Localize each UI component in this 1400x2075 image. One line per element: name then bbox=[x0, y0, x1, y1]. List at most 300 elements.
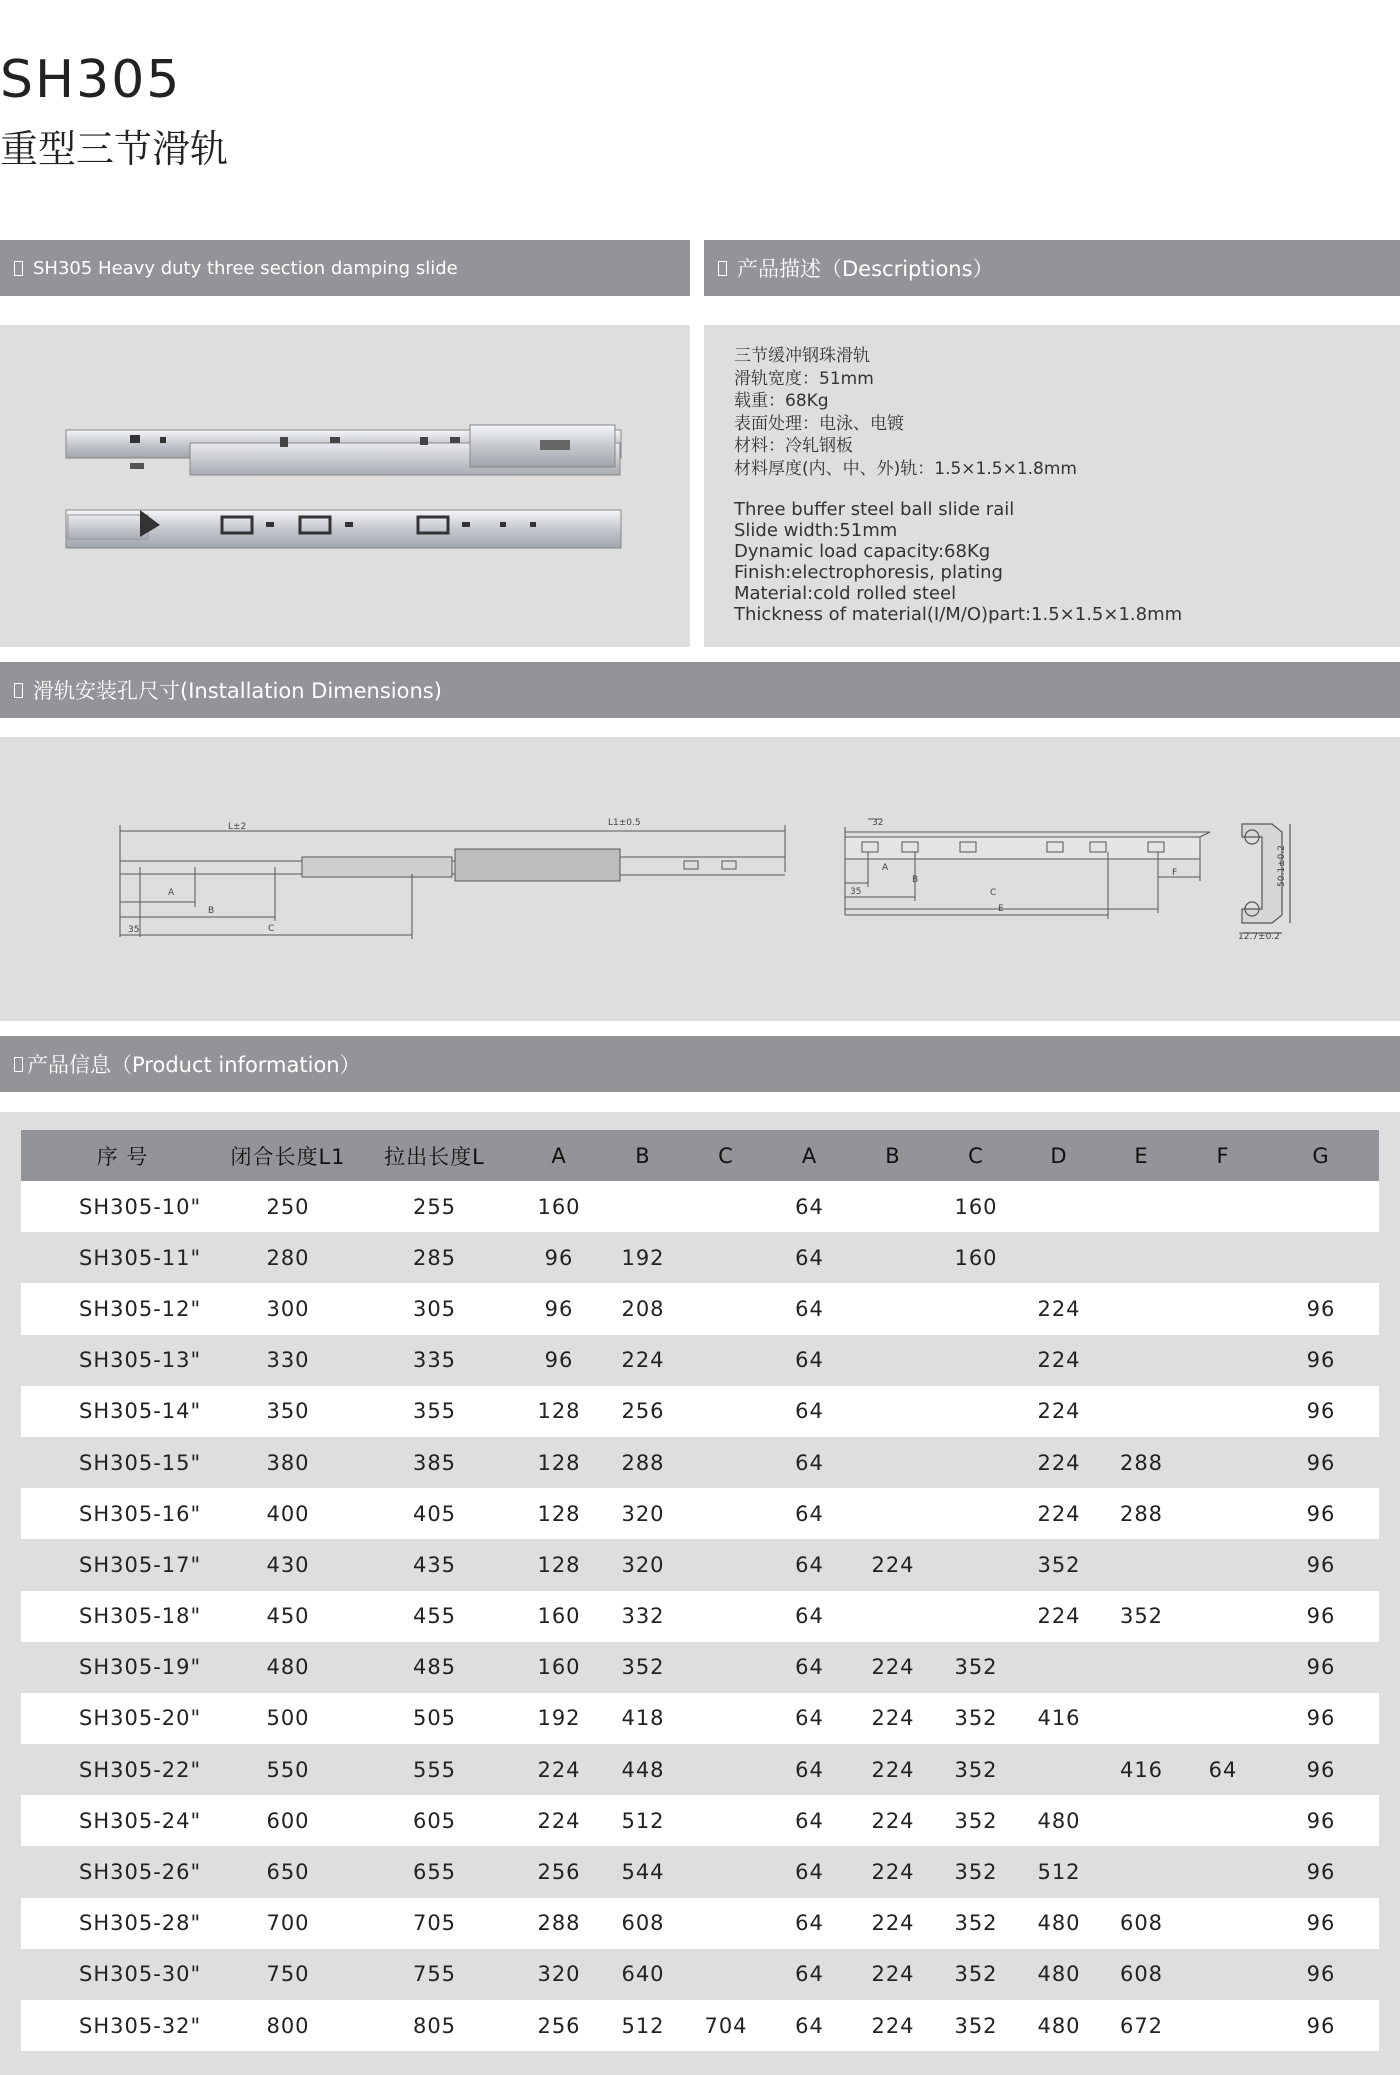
value-cell: 352 bbox=[934, 1795, 1018, 1846]
value-cell: 605 bbox=[352, 1795, 517, 1846]
model-cell: SH305-12" bbox=[21, 1283, 224, 1334]
value-cell: 224 bbox=[852, 1949, 934, 2000]
value-cell: 160 bbox=[517, 1591, 601, 1642]
table-row bbox=[21, 1386, 1379, 1437]
table-row bbox=[21, 1744, 1379, 1795]
descriptions-panel bbox=[704, 325, 1400, 647]
value-cell: 288 bbox=[1100, 1488, 1183, 1539]
value-cell: 224 bbox=[1018, 1283, 1100, 1334]
installation-drawing-panel bbox=[0, 737, 1400, 1021]
value-cell: 330 bbox=[224, 1335, 352, 1386]
product-spec-table bbox=[21, 1130, 1379, 2051]
value-cell: 160 bbox=[517, 1642, 601, 1693]
value-cell: 256 bbox=[601, 1386, 685, 1437]
value-cell bbox=[1183, 1846, 1263, 1897]
dim-label-35: 35 bbox=[850, 887, 862, 897]
value-cell bbox=[1263, 1232, 1379, 1283]
value-cell: 320 bbox=[517, 1949, 601, 2000]
value-cell: 705 bbox=[352, 1898, 517, 1949]
value-cell bbox=[1100, 1642, 1183, 1693]
value-cell bbox=[1183, 2000, 1263, 2051]
value-cell: 280 bbox=[224, 1232, 352, 1283]
value-cell bbox=[1018, 1642, 1100, 1693]
desc-en-line: Dynamic load capacity:68Kg bbox=[734, 541, 991, 562]
value-cell: 352 bbox=[934, 1693, 1018, 1744]
column-header: 闭合长度L1 bbox=[224, 1130, 352, 1181]
value-cell bbox=[1183, 1539, 1263, 1590]
value-cell: 96 bbox=[1263, 1744, 1379, 1795]
value-cell bbox=[852, 1591, 934, 1642]
value-cell bbox=[852, 1232, 934, 1283]
value-cell: 64 bbox=[767, 1335, 852, 1386]
value-cell: 96 bbox=[1263, 1488, 1379, 1539]
value-cell bbox=[934, 1591, 1018, 1642]
left-rail-drawing bbox=[120, 825, 785, 939]
model-cell: SH305-32" bbox=[21, 2000, 224, 2051]
value-cell: 64 bbox=[767, 1232, 852, 1283]
value-cell bbox=[934, 1539, 1018, 1590]
value-cell: 128 bbox=[517, 1488, 601, 1539]
value-cell bbox=[685, 1539, 767, 1590]
value-cell bbox=[1018, 1744, 1100, 1795]
value-cell: 64 bbox=[767, 1898, 852, 1949]
value-cell: 96 bbox=[1263, 1591, 1379, 1642]
value-cell bbox=[1183, 1232, 1263, 1283]
desc-en-line: Three buffer steel ball slide rail bbox=[734, 499, 1015, 520]
value-cell bbox=[934, 1437, 1018, 1488]
value-cell bbox=[852, 1335, 934, 1386]
dim-label-c: C bbox=[268, 924, 275, 934]
value-cell: 128 bbox=[517, 1437, 601, 1488]
table-row bbox=[21, 1539, 1379, 1590]
value-cell: 96 bbox=[1263, 1846, 1379, 1897]
value-cell: 750 bbox=[224, 1949, 352, 2000]
table-row bbox=[21, 1181, 1379, 1232]
value-cell bbox=[1100, 1181, 1183, 1232]
desc-en-line: Material:cold rolled steel bbox=[734, 583, 957, 604]
value-cell: 208 bbox=[601, 1283, 685, 1334]
value-cell: 512 bbox=[601, 1795, 685, 1846]
value-cell bbox=[1183, 1488, 1263, 1539]
column-header: F bbox=[1183, 1130, 1263, 1181]
description-chinese bbox=[734, 345, 1077, 480]
value-cell: 96 bbox=[1263, 1335, 1379, 1386]
value-cell: 224 bbox=[1018, 1488, 1100, 1539]
value-cell: 400 bbox=[224, 1488, 352, 1539]
model-cell: SH305-10" bbox=[21, 1181, 224, 1232]
product-info-section-title: 产品信息（Product information） bbox=[27, 1053, 361, 1077]
value-cell: 352 bbox=[934, 1744, 1018, 1795]
model-cell: SH305-20" bbox=[21, 1693, 224, 1744]
value-cell: 640 bbox=[601, 1949, 685, 2000]
value-cell: 64 bbox=[767, 1642, 852, 1693]
value-cell: 800 bbox=[224, 2000, 352, 2051]
product-info-section-bar bbox=[0, 1036, 1400, 1092]
product-image-panel bbox=[0, 325, 690, 647]
value-cell: 500 bbox=[224, 1693, 352, 1744]
value-cell: 405 bbox=[352, 1488, 517, 1539]
extended-rail bbox=[66, 425, 621, 475]
value-cell bbox=[685, 1591, 767, 1642]
value-cell: 224 bbox=[517, 1795, 601, 1846]
value-cell: 416 bbox=[1100, 1744, 1183, 1795]
dim-label-l1: L1±0.5 bbox=[608, 818, 641, 828]
desc-zh-line: 表面处理：电泳、电镀 bbox=[734, 413, 904, 434]
value-cell: 128 bbox=[517, 1539, 601, 1590]
column-header: A bbox=[767, 1130, 852, 1181]
value-cell: 64 bbox=[1183, 1744, 1263, 1795]
value-cell: 96 bbox=[517, 1335, 601, 1386]
desc-zh-line: 滑轨宽度：51mm bbox=[734, 368, 874, 389]
value-cell: 250 bbox=[224, 1181, 352, 1232]
value-cell: 755 bbox=[352, 1949, 517, 2000]
value-cell bbox=[1183, 1693, 1263, 1744]
value-cell bbox=[934, 1386, 1018, 1437]
value-cell: 224 bbox=[852, 1539, 934, 1590]
value-cell: 64 bbox=[767, 1181, 852, 1232]
table-row bbox=[21, 1846, 1379, 1897]
dim-label-l: L±2 bbox=[228, 822, 247, 832]
table-row bbox=[21, 1591, 1379, 1642]
value-cell bbox=[934, 1488, 1018, 1539]
value-cell: 64 bbox=[767, 1539, 852, 1590]
model-cell: SH305-19" bbox=[21, 1642, 224, 1693]
value-cell: 332 bbox=[601, 1591, 685, 1642]
column-header: B bbox=[852, 1130, 934, 1181]
value-cell: 480 bbox=[1018, 1949, 1100, 2000]
value-cell bbox=[1183, 1898, 1263, 1949]
desc-en-line: Finish:electrophoresis, plating bbox=[734, 562, 1003, 583]
value-cell bbox=[934, 1335, 1018, 1386]
descriptions-section-bar bbox=[704, 240, 1400, 296]
value-cell: 160 bbox=[517, 1181, 601, 1232]
table-row bbox=[21, 1898, 1379, 1949]
value-cell: 255 bbox=[352, 1181, 517, 1232]
value-cell: 96 bbox=[1263, 2000, 1379, 2051]
value-cell bbox=[685, 1898, 767, 1949]
model-cell: SH305-16" bbox=[21, 1488, 224, 1539]
value-cell: 608 bbox=[1100, 1949, 1183, 2000]
table-row bbox=[21, 1488, 1379, 1539]
model-cell: SH305-17" bbox=[21, 1539, 224, 1590]
value-cell: 505 bbox=[352, 1693, 517, 1744]
dim-label-b: B bbox=[912, 875, 919, 885]
value-cell: 355 bbox=[352, 1386, 517, 1437]
value-cell: 704 bbox=[685, 2000, 767, 2051]
model-cell: SH305-15" bbox=[21, 1437, 224, 1488]
value-cell bbox=[685, 1642, 767, 1693]
value-cell bbox=[1100, 1386, 1183, 1437]
dim-label-35: 35 bbox=[128, 925, 140, 935]
column-header: 序 号 bbox=[21, 1130, 224, 1181]
box-icon bbox=[14, 1057, 23, 1072]
column-header: E bbox=[1100, 1130, 1183, 1181]
value-cell: 96 bbox=[1263, 1949, 1379, 2000]
value-cell: 480 bbox=[1018, 1795, 1100, 1846]
value-cell: 192 bbox=[517, 1693, 601, 1744]
value-cell: 160 bbox=[934, 1181, 1018, 1232]
value-cell: 320 bbox=[601, 1488, 685, 1539]
value-cell bbox=[1183, 1283, 1263, 1334]
value-cell bbox=[1263, 1181, 1379, 1232]
value-cell: 285 bbox=[352, 1232, 517, 1283]
value-cell: 64 bbox=[767, 2000, 852, 2051]
value-cell: 224 bbox=[1018, 1591, 1100, 1642]
value-cell: 256 bbox=[517, 2000, 601, 2051]
value-cell: 480 bbox=[1018, 1898, 1100, 1949]
value-cell bbox=[685, 1232, 767, 1283]
product-section-bar bbox=[0, 240, 690, 296]
value-cell: 256 bbox=[517, 1846, 601, 1897]
value-cell: 320 bbox=[601, 1539, 685, 1590]
model-cell: SH305-18" bbox=[21, 1591, 224, 1642]
model-cell: SH305-13" bbox=[21, 1335, 224, 1386]
dim-label-b: B bbox=[208, 906, 215, 916]
box-icon bbox=[14, 683, 23, 698]
dim-label-a: A bbox=[882, 863, 889, 873]
table-row bbox=[21, 2000, 1379, 2051]
model-cell: SH305-14" bbox=[21, 1386, 224, 1437]
value-cell bbox=[685, 1181, 767, 1232]
value-cell: 96 bbox=[1263, 1642, 1379, 1693]
box-icon bbox=[14, 261, 23, 276]
table-row bbox=[21, 1795, 1379, 1846]
value-cell: 450 bbox=[224, 1591, 352, 1642]
descriptions-section-title: 产品描述（Descriptions） bbox=[737, 257, 994, 281]
value-cell: 416 bbox=[1018, 1693, 1100, 1744]
value-cell bbox=[1100, 1335, 1183, 1386]
value-cell: 288 bbox=[517, 1898, 601, 1949]
table-row bbox=[21, 1949, 1379, 2000]
value-cell: 288 bbox=[1100, 1437, 1183, 1488]
value-cell: 700 bbox=[224, 1898, 352, 1949]
desc-en-line: Thickness of material(I/M/O)part:1.5×1.5×1.8mm bbox=[734, 604, 1183, 625]
value-cell bbox=[852, 1488, 934, 1539]
value-cell: 224 bbox=[852, 1846, 934, 1897]
value-cell: 480 bbox=[1018, 2000, 1100, 2051]
table-body bbox=[21, 1181, 1379, 2051]
installation-section-title: 滑轨安装孔尺寸(Installation Dimensions) bbox=[33, 679, 442, 703]
value-cell: 512 bbox=[601, 2000, 685, 2051]
value-cell: 96 bbox=[1263, 1693, 1379, 1744]
value-cell: 305 bbox=[352, 1283, 517, 1334]
dim-label-e: E bbox=[998, 904, 1004, 914]
value-cell: 352 bbox=[934, 1898, 1018, 1949]
value-cell bbox=[1183, 1386, 1263, 1437]
value-cell: 96 bbox=[1263, 1898, 1379, 1949]
value-cell: 64 bbox=[767, 1846, 852, 1897]
value-cell: 64 bbox=[767, 1488, 852, 1539]
desc-zh-line: 三节缓冲钢珠滑轨 bbox=[734, 346, 870, 366]
value-cell: 64 bbox=[767, 1591, 852, 1642]
value-cell bbox=[685, 1386, 767, 1437]
value-cell: 224 bbox=[852, 1744, 934, 1795]
value-cell bbox=[1100, 1539, 1183, 1590]
value-cell: 480 bbox=[224, 1642, 352, 1693]
dim-label-height: 50.1±0.2 bbox=[1277, 845, 1287, 887]
value-cell: 418 bbox=[601, 1693, 685, 1744]
value-cell bbox=[852, 1386, 934, 1437]
closed-rail bbox=[66, 510, 621, 548]
value-cell: 224 bbox=[1018, 1335, 1100, 1386]
value-cell: 96 bbox=[517, 1283, 601, 1334]
value-cell bbox=[685, 1949, 767, 2000]
value-cell bbox=[1183, 1335, 1263, 1386]
table-row bbox=[21, 1335, 1379, 1386]
table-header-row bbox=[21, 1130, 1379, 1181]
table-row bbox=[21, 1642, 1379, 1693]
page-title: SH305 bbox=[0, 50, 182, 110]
value-cell: 352 bbox=[934, 2000, 1018, 2051]
model-cell: SH305-24" bbox=[21, 1795, 224, 1846]
value-cell bbox=[1183, 1949, 1263, 2000]
column-header: C bbox=[934, 1130, 1018, 1181]
dim-label-32: 32 bbox=[872, 818, 884, 828]
value-cell bbox=[852, 1437, 934, 1488]
right-rail-drawing bbox=[845, 819, 1210, 919]
value-cell bbox=[685, 1846, 767, 1897]
value-cell bbox=[685, 1335, 767, 1386]
value-cell: 672 bbox=[1100, 2000, 1183, 2051]
model-cell: SH305-11" bbox=[21, 1232, 224, 1283]
column-header: 拉出长度L bbox=[352, 1130, 517, 1181]
value-cell: 448 bbox=[601, 1744, 685, 1795]
value-cell: 352 bbox=[601, 1642, 685, 1693]
value-cell: 650 bbox=[224, 1846, 352, 1897]
box-icon bbox=[718, 261, 727, 276]
value-cell bbox=[1183, 1437, 1263, 1488]
value-cell bbox=[1183, 1795, 1263, 1846]
model-cell: SH305-28" bbox=[21, 1898, 224, 1949]
model-cell: SH305-26" bbox=[21, 1846, 224, 1897]
column-header: C bbox=[685, 1130, 767, 1181]
table-row bbox=[21, 1232, 1379, 1283]
value-cell bbox=[1183, 1642, 1263, 1693]
value-cell: 224 bbox=[852, 1898, 934, 1949]
value-cell: 96 bbox=[1263, 1386, 1379, 1437]
value-cell: 485 bbox=[352, 1642, 517, 1693]
column-header: G bbox=[1263, 1130, 1379, 1181]
value-cell bbox=[685, 1437, 767, 1488]
model-cell: SH305-30" bbox=[21, 1949, 224, 2000]
value-cell bbox=[852, 1283, 934, 1334]
value-cell: 352 bbox=[1100, 1591, 1183, 1642]
value-cell: 805 bbox=[352, 2000, 517, 2051]
value-cell bbox=[1018, 1181, 1100, 1232]
product-table-panel bbox=[0, 1112, 1400, 2075]
value-cell: 160 bbox=[934, 1232, 1018, 1283]
value-cell: 64 bbox=[767, 1386, 852, 1437]
value-cell: 300 bbox=[224, 1283, 352, 1334]
value-cell: 64 bbox=[767, 1949, 852, 2000]
value-cell: 544 bbox=[601, 1846, 685, 1897]
value-cell: 224 bbox=[1018, 1437, 1100, 1488]
dim-label-a: A bbox=[168, 888, 175, 898]
value-cell: 224 bbox=[852, 1693, 934, 1744]
value-cell: 555 bbox=[352, 1744, 517, 1795]
model-cell: SH305-22" bbox=[21, 1744, 224, 1795]
value-cell: 224 bbox=[852, 1795, 934, 1846]
desc-en-line: Slide width:51mm bbox=[734, 520, 898, 541]
desc-zh-line: 载重：68Kg bbox=[734, 391, 829, 411]
value-cell: 352 bbox=[934, 1949, 1018, 2000]
value-cell bbox=[685, 1488, 767, 1539]
value-cell: 224 bbox=[852, 1642, 934, 1693]
value-cell bbox=[1183, 1591, 1263, 1642]
value-cell: 550 bbox=[224, 1744, 352, 1795]
value-cell: 352 bbox=[934, 1846, 1018, 1897]
value-cell: 385 bbox=[352, 1437, 517, 1488]
desc-zh-line: 材料：冷轧钢板 bbox=[734, 436, 853, 456]
dim-label-width: 12.7±0.2 bbox=[1238, 932, 1280, 942]
value-cell bbox=[685, 1693, 767, 1744]
value-cell bbox=[685, 1744, 767, 1795]
value-cell: 224 bbox=[852, 2000, 934, 2051]
value-cell: 96 bbox=[1263, 1795, 1379, 1846]
value-cell: 350 bbox=[224, 1386, 352, 1437]
value-cell: 608 bbox=[1100, 1898, 1183, 1949]
dim-label-f: F bbox=[1172, 868, 1178, 878]
value-cell bbox=[1100, 1283, 1183, 1334]
slide-rail-illustration bbox=[0, 325, 690, 647]
installation-dimension-drawing bbox=[0, 737, 1400, 1021]
dim-label-c: C bbox=[990, 888, 997, 898]
value-cell: 96 bbox=[1263, 1283, 1379, 1334]
value-cell: 96 bbox=[517, 1232, 601, 1283]
value-cell bbox=[1100, 1846, 1183, 1897]
value-cell: 192 bbox=[601, 1232, 685, 1283]
table-row bbox=[21, 1437, 1379, 1488]
value-cell: 64 bbox=[767, 1795, 852, 1846]
column-header: B bbox=[601, 1130, 685, 1181]
value-cell: 352 bbox=[1018, 1539, 1100, 1590]
value-cell: 128 bbox=[517, 1386, 601, 1437]
value-cell: 288 bbox=[601, 1437, 685, 1488]
value-cell: 64 bbox=[767, 1744, 852, 1795]
value-cell: 600 bbox=[224, 1795, 352, 1846]
value-cell bbox=[934, 1283, 1018, 1334]
table-row bbox=[21, 1693, 1379, 1744]
column-header: A bbox=[517, 1130, 601, 1181]
value-cell bbox=[601, 1181, 685, 1232]
value-cell: 64 bbox=[767, 1693, 852, 1744]
value-cell: 380 bbox=[224, 1437, 352, 1488]
value-cell: 224 bbox=[601, 1335, 685, 1386]
description-english bbox=[734, 499, 1182, 625]
value-cell bbox=[1018, 1232, 1100, 1283]
installation-section-bar bbox=[0, 662, 1400, 718]
value-cell bbox=[1100, 1795, 1183, 1846]
value-cell bbox=[852, 1181, 934, 1232]
value-cell bbox=[1100, 1693, 1183, 1744]
value-cell: 430 bbox=[224, 1539, 352, 1590]
value-cell: 96 bbox=[1263, 1437, 1379, 1488]
value-cell bbox=[1100, 1232, 1183, 1283]
product-section-title: SH305 Heavy duty three section damping slide bbox=[33, 257, 458, 279]
value-cell: 64 bbox=[767, 1437, 852, 1488]
value-cell: 455 bbox=[352, 1591, 517, 1642]
page-subtitle: 重型三节滑轨 bbox=[0, 127, 229, 171]
table-row bbox=[21, 1283, 1379, 1334]
value-cell: 608 bbox=[601, 1898, 685, 1949]
value-cell: 224 bbox=[1018, 1386, 1100, 1437]
value-cell: 655 bbox=[352, 1846, 517, 1897]
value-cell bbox=[1183, 1181, 1263, 1232]
value-cell: 435 bbox=[352, 1539, 517, 1590]
value-cell: 352 bbox=[934, 1642, 1018, 1693]
value-cell: 224 bbox=[517, 1744, 601, 1795]
column-header: D bbox=[1018, 1130, 1100, 1181]
